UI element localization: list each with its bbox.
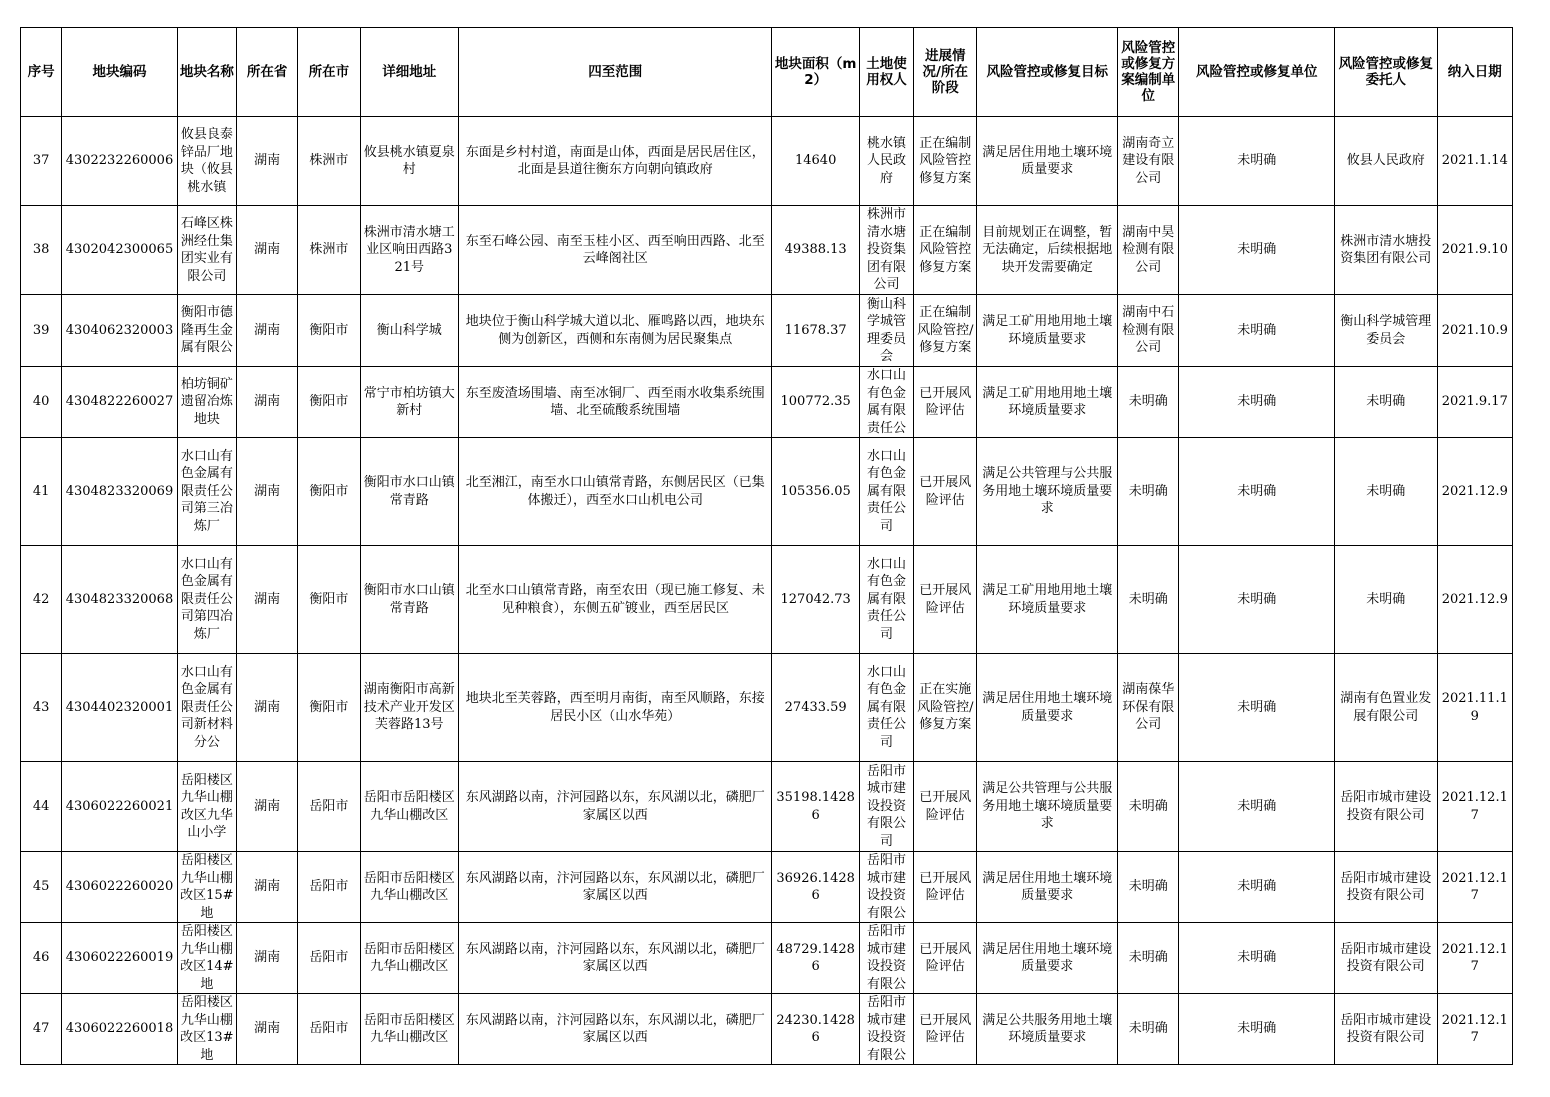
cell-target: 满足居住用地土壤环境质量要求 — [977, 923, 1118, 994]
cell-city: 岳阳市 — [298, 994, 360, 1065]
cell-remediation-unit: 未明确 — [1179, 295, 1335, 367]
cell-province: 湖南 — [236, 762, 297, 852]
header-row — [21, 28, 1513, 117]
table-row — [21, 994, 1513, 1065]
cell-client: 未明确 — [1335, 546, 1437, 654]
cell-plan-unit: 湖南中石检测有限公司 — [1118, 295, 1179, 367]
cell-area: 48729.14286 — [772, 923, 859, 994]
cell-remediation-unit: 未明确 — [1179, 852, 1335, 923]
cell-date: 2021.12.17 — [1437, 994, 1512, 1065]
cell-province: 湖南 — [236, 367, 297, 438]
cell-land-user: 衡山科学城管理委员会 — [859, 295, 913, 367]
cell-address: 衡阳市水口山镇常青路 — [360, 438, 458, 546]
header-cell: 进展情况/所在阶段 — [914, 28, 977, 117]
cell-boundary: 北至水口山镇常青路，南至农田（现已施工修复、未见种粮食），东侧五矿镀业，西至居民区 — [459, 546, 772, 654]
cell-province: 湖南 — [236, 206, 297, 295]
cell-index: 42 — [21, 546, 62, 654]
cell-date: 2021.12.17 — [1437, 762, 1512, 852]
cell-code: 4304822260027 — [62, 367, 178, 438]
cell-code: 4304402320001 — [62, 654, 178, 762]
cell-client: 岳阳市城市建设投资有限公司 — [1335, 994, 1437, 1065]
cell-boundary: 地块位于衡山科学城大道以北、雁鸣路以西，地块东侧为创新区，西侧和东南侧为居民聚集点 — [459, 295, 772, 367]
header-cell: 风险管控或修复单位 — [1179, 28, 1335, 117]
cell-plan-unit: 湖南葆华环保有限公司 — [1118, 654, 1179, 762]
cell-code: 4306022260020 — [62, 852, 178, 923]
cell-index: 44 — [21, 762, 62, 852]
cell-land-user: 水口山有色金属有限责任公司 — [859, 546, 913, 654]
header-cell: 所在省 — [236, 28, 297, 117]
cell-boundary: 东至废渣场围墙、南至冰铜厂、西至雨水收集系统围墙、北至硫酸系统围墙 — [459, 367, 772, 438]
table-row — [21, 654, 1513, 762]
cell-target: 满足公共管理与公共服务用地土壤环境质量要求 — [977, 762, 1118, 852]
cell-boundary: 东面是乡村村道，南面是山体，西面是居民居住区，北面是县道往衡东方向朝向镇政府 — [459, 117, 772, 206]
cell-address: 岳阳市岳阳楼区九华山棚改区 — [360, 852, 458, 923]
cell-area: 49388.13 — [772, 206, 859, 295]
cell-target: 满足工矿用地用地土壤环境质量要求 — [977, 295, 1118, 367]
cell-code: 4306022260019 — [62, 923, 178, 994]
cell-target: 满足居住用地土壤环境质量要求 — [977, 852, 1118, 923]
cell-progress: 已开展风险评估 — [914, 762, 977, 852]
cell-area: 14640 — [772, 117, 859, 206]
header-cell: 地块名称 — [177, 28, 236, 117]
cell-area: 105356.05 — [772, 438, 859, 546]
cell-remediation-unit: 未明确 — [1179, 438, 1335, 546]
cell-province: 湖南 — [236, 852, 297, 923]
cell-land-user: 岳阳市城市建设投资有限公 — [859, 923, 913, 994]
cell-boundary: 东风湖路以南，汴河园路以东，东风湖以北，磷肥厂家属区以西 — [459, 762, 772, 852]
cell-client: 未明确 — [1335, 438, 1437, 546]
cell-code: 4304823320068 — [62, 546, 178, 654]
header-cell: 所在市 — [298, 28, 360, 117]
cell-address: 常宁市柏坊镇大新村 — [360, 367, 458, 438]
cell-index: 45 — [21, 852, 62, 923]
cell-progress: 正在实施风险管控/修复方案 — [914, 654, 977, 762]
cell-progress: 已开展风险评估 — [914, 438, 977, 546]
header-cell: 风险管控或修复委托人 — [1335, 28, 1437, 117]
cell-index: 37 — [21, 117, 62, 206]
cell-date: 2021.9.10 — [1437, 206, 1512, 295]
cell-plot-name: 岳阳楼区九华山棚改区15#地 — [177, 852, 236, 923]
cell-client: 未明确 — [1335, 367, 1437, 438]
cell-province: 湖南 — [236, 994, 297, 1065]
cell-city: 岳阳市 — [298, 762, 360, 852]
cell-land-user: 桃水镇人民政府 — [859, 117, 913, 206]
cell-city: 衡阳市 — [298, 438, 360, 546]
header-cell: 四至范围 — [459, 28, 772, 117]
cell-city: 岳阳市 — [298, 923, 360, 994]
cell-progress: 已开展风险评估 — [914, 367, 977, 438]
table-row — [21, 546, 1513, 654]
cell-plot-name: 水口山有色金属有限责任公司新材料分公 — [177, 654, 236, 762]
cell-plot-name: 岳阳楼区九华山棚改区14#地 — [177, 923, 236, 994]
cell-target: 满足工矿用地用地土壤环境质量要求 — [977, 546, 1118, 654]
table-row — [21, 852, 1513, 923]
table-row — [21, 762, 1513, 852]
cell-address: 湖南衡阳市高新技术产业开发区芙蓉路13号 — [360, 654, 458, 762]
table-row — [21, 367, 1513, 438]
cell-address: 株洲市清水塘工业区响田西路321号 — [360, 206, 458, 295]
cell-plot-name: 石峰区株洲经仕集团实业有限公司 — [177, 206, 236, 295]
cell-target: 满足居住用地土壤环境质量要求 — [977, 117, 1118, 206]
cell-plan-unit: 未明确 — [1118, 546, 1179, 654]
cell-code: 4306022260021 — [62, 762, 178, 852]
cell-target: 满足居住用地土壤环境质量要求 — [977, 654, 1118, 762]
cell-progress: 正在编制风险管控修复方案 — [914, 117, 977, 206]
cell-boundary: 地块北至芙蓉路，西至明月南街，南至风顺路，东接居民小区（山水华苑） — [459, 654, 772, 762]
cell-plan-unit: 未明确 — [1118, 994, 1179, 1065]
cell-remediation-unit: 未明确 — [1179, 206, 1335, 295]
cell-date: 2021.10.9 — [1437, 295, 1512, 367]
cell-plot-name: 攸县良泰锌品厂地块（攸县桃水镇 — [177, 117, 236, 206]
cell-city: 衡阳市 — [298, 295, 360, 367]
cell-address: 岳阳市岳阳楼区九华山棚改区 — [360, 923, 458, 994]
cell-date: 2021.12.9 — [1437, 438, 1512, 546]
cell-plot-name: 柏坊铜矿遗留冶炼地块 — [177, 367, 236, 438]
cell-target: 满足工矿用地用地土壤环境质量要求 — [977, 367, 1118, 438]
cell-client: 株洲市清水塘投资集团有限公司 — [1335, 206, 1437, 295]
cell-province: 湖南 — [236, 654, 297, 762]
table-row — [21, 923, 1513, 994]
cell-plan-unit: 未明确 — [1118, 852, 1179, 923]
cell-remediation-unit: 未明确 — [1179, 117, 1335, 206]
cell-city: 衡阳市 — [298, 654, 360, 762]
cell-address: 衡山科学城 — [360, 295, 458, 367]
cell-index: 40 — [21, 367, 62, 438]
cell-code: 4302232260006 — [62, 117, 178, 206]
cell-city: 衡阳市 — [298, 367, 360, 438]
cell-date: 2021.11.19 — [1437, 654, 1512, 762]
cell-plot-name: 水口山有色金属有限责任公司第四冶炼厂 — [177, 546, 236, 654]
cell-index: 41 — [21, 438, 62, 546]
table-row — [21, 438, 1513, 546]
cell-plot-name: 水口山有色金属有限责任公司第三冶炼厂 — [177, 438, 236, 546]
cell-area: 35198.14286 — [772, 762, 859, 852]
cell-plan-unit: 未明确 — [1118, 762, 1179, 852]
cell-address: 岳阳市岳阳楼区九华山棚改区 — [360, 762, 458, 852]
cell-land-user: 株洲市清水塘投资集团有限公司 — [859, 206, 913, 295]
contaminated-land-table — [20, 27, 1513, 1065]
cell-remediation-unit: 未明确 — [1179, 654, 1335, 762]
cell-target: 满足公共管理与公共服务用地土壤环境质量要求 — [977, 438, 1118, 546]
cell-index: 46 — [21, 923, 62, 994]
table-row — [21, 295, 1513, 367]
cell-progress: 正在编制风险管控/修复方案 — [914, 295, 977, 367]
header-cell: 详细地址 — [360, 28, 458, 117]
cell-index: 38 — [21, 206, 62, 295]
cell-code: 4304823320069 — [62, 438, 178, 546]
header-cell: 纳入日期 — [1437, 28, 1512, 117]
table-row — [21, 206, 1513, 295]
cell-area: 100772.35 — [772, 367, 859, 438]
header-cell: 风险管控或修复目标 — [977, 28, 1118, 117]
cell-remediation-unit: 未明确 — [1179, 367, 1335, 438]
cell-remediation-unit: 未明确 — [1179, 762, 1335, 852]
cell-area: 36926.14286 — [772, 852, 859, 923]
cell-date: 2021.9.17 — [1437, 367, 1512, 438]
cell-progress: 已开展风险评估 — [914, 546, 977, 654]
cell-land-user: 岳阳市城市建设投资有限公 — [859, 994, 913, 1065]
cell-land-user: 水口山有色金属有限责任公司 — [859, 438, 913, 546]
cell-remediation-unit: 未明确 — [1179, 923, 1335, 994]
table-row — [21, 117, 1513, 206]
cell-target: 满足公共服务用地土壤环境质量要求 — [977, 994, 1118, 1065]
cell-plot-name: 岳阳楼区九华山棚改区九华山小学 — [177, 762, 236, 852]
cell-province: 湖南 — [236, 295, 297, 367]
header-cell: 地块编码 — [62, 28, 178, 117]
cell-client: 湖南有色置业发展有限公司 — [1335, 654, 1437, 762]
cell-index: 47 — [21, 994, 62, 1065]
cell-plan-unit: 湖南奇立建设有限公司 — [1118, 117, 1179, 206]
cell-progress: 已开展风险评估 — [914, 852, 977, 923]
cell-client: 岳阳市城市建设投资有限公司 — [1335, 762, 1437, 852]
cell-date: 2021.12.17 — [1437, 852, 1512, 923]
cell-client: 岳阳市城市建设投资有限公司 — [1335, 923, 1437, 994]
header-cell: 土地使用权人 — [859, 28, 913, 117]
cell-date: 2021.1.14 — [1437, 117, 1512, 206]
cell-plan-unit: 未明确 — [1118, 367, 1179, 438]
cell-progress: 已开展风险评估 — [914, 923, 977, 994]
cell-province: 湖南 — [236, 923, 297, 994]
cell-area: 11678.37 — [772, 295, 859, 367]
cell-land-user: 水口山有色金属有限责任公司 — [859, 654, 913, 762]
header-cell: 风险管控或修复方案编制单位 — [1118, 28, 1179, 117]
cell-city: 岳阳市 — [298, 852, 360, 923]
header-cell: 地块面积（m2） — [772, 28, 859, 117]
cell-plan-unit: 未明确 — [1118, 923, 1179, 994]
cell-progress: 已开展风险评估 — [914, 994, 977, 1065]
cell-land-user: 岳阳市城市建设投资有限公司 — [859, 762, 913, 852]
cell-date: 2021.12.17 — [1437, 923, 1512, 994]
cell-client: 岳阳市城市建设投资有限公司 — [1335, 852, 1437, 923]
cell-remediation-unit: 未明确 — [1179, 994, 1335, 1065]
cell-city: 株洲市 — [298, 206, 360, 295]
header-cell: 序号 — [21, 28, 62, 117]
cell-index: 39 — [21, 295, 62, 367]
cell-code: 4304062320003 — [62, 295, 178, 367]
cell-address: 衡阳市水口山镇常青路 — [360, 546, 458, 654]
cell-boundary: 北至湘江，南至水口山镇常青路，东侧居民区（已集体搬迁），西至水口山机电公司 — [459, 438, 772, 546]
cell-boundary: 东风湖路以南，汴河园路以东，东风湖以北，磷肥厂家属区以西 — [459, 852, 772, 923]
cell-progress: 正在编制风险管控修复方案 — [914, 206, 977, 295]
cell-boundary: 东风湖路以南，汴河园路以东，东风湖以北，磷肥厂家属区以西 — [459, 994, 772, 1065]
cell-plan-unit: 未明确 — [1118, 438, 1179, 546]
cell-boundary: 东风湖路以南，汴河园路以东，东风湖以北，磷肥厂家属区以西 — [459, 923, 772, 994]
cell-address: 攸县桃水镇夏泉村 — [360, 117, 458, 206]
cell-plan-unit: 湖南中昊检测有限公司 — [1118, 206, 1179, 295]
cell-remediation-unit: 未明确 — [1179, 546, 1335, 654]
cell-plot-name: 岳阳楼区九华山棚改区13#地 — [177, 994, 236, 1065]
cell-boundary: 东至石峰公园、南至玉桂小区、西至响田西路、北至云峰阁社区 — [459, 206, 772, 295]
cell-land-user: 岳阳市城市建设投资有限公 — [859, 852, 913, 923]
cell-client: 衡山科学城管理委员会 — [1335, 295, 1437, 367]
cell-area: 27433.59 — [772, 654, 859, 762]
cell-code: 4302042300065 — [62, 206, 178, 295]
cell-area: 24230.14286 — [772, 994, 859, 1065]
cell-land-user: 水口山有色金属有限责任公 — [859, 367, 913, 438]
cell-city: 衡阳市 — [298, 546, 360, 654]
cell-address: 岳阳市岳阳楼区九华山棚改区 — [360, 994, 458, 1065]
cell-client: 攸县人民政府 — [1335, 117, 1437, 206]
cell-province: 湖南 — [236, 546, 297, 654]
cell-area: 127042.73 — [772, 546, 859, 654]
cell-province: 湖南 — [236, 117, 297, 206]
cell-province: 湖南 — [236, 438, 297, 546]
cell-plot-name: 衡阳市德隆再生金属有限公 — [177, 295, 236, 367]
cell-index: 43 — [21, 654, 62, 762]
cell-date: 2021.12.9 — [1437, 546, 1512, 654]
cell-city: 株洲市 — [298, 117, 360, 206]
cell-code: 4306022260018 — [62, 994, 178, 1065]
cell-target: 目前规划正在调整，暂无法确定，后续根据地块开发需要确定 — [977, 206, 1118, 295]
